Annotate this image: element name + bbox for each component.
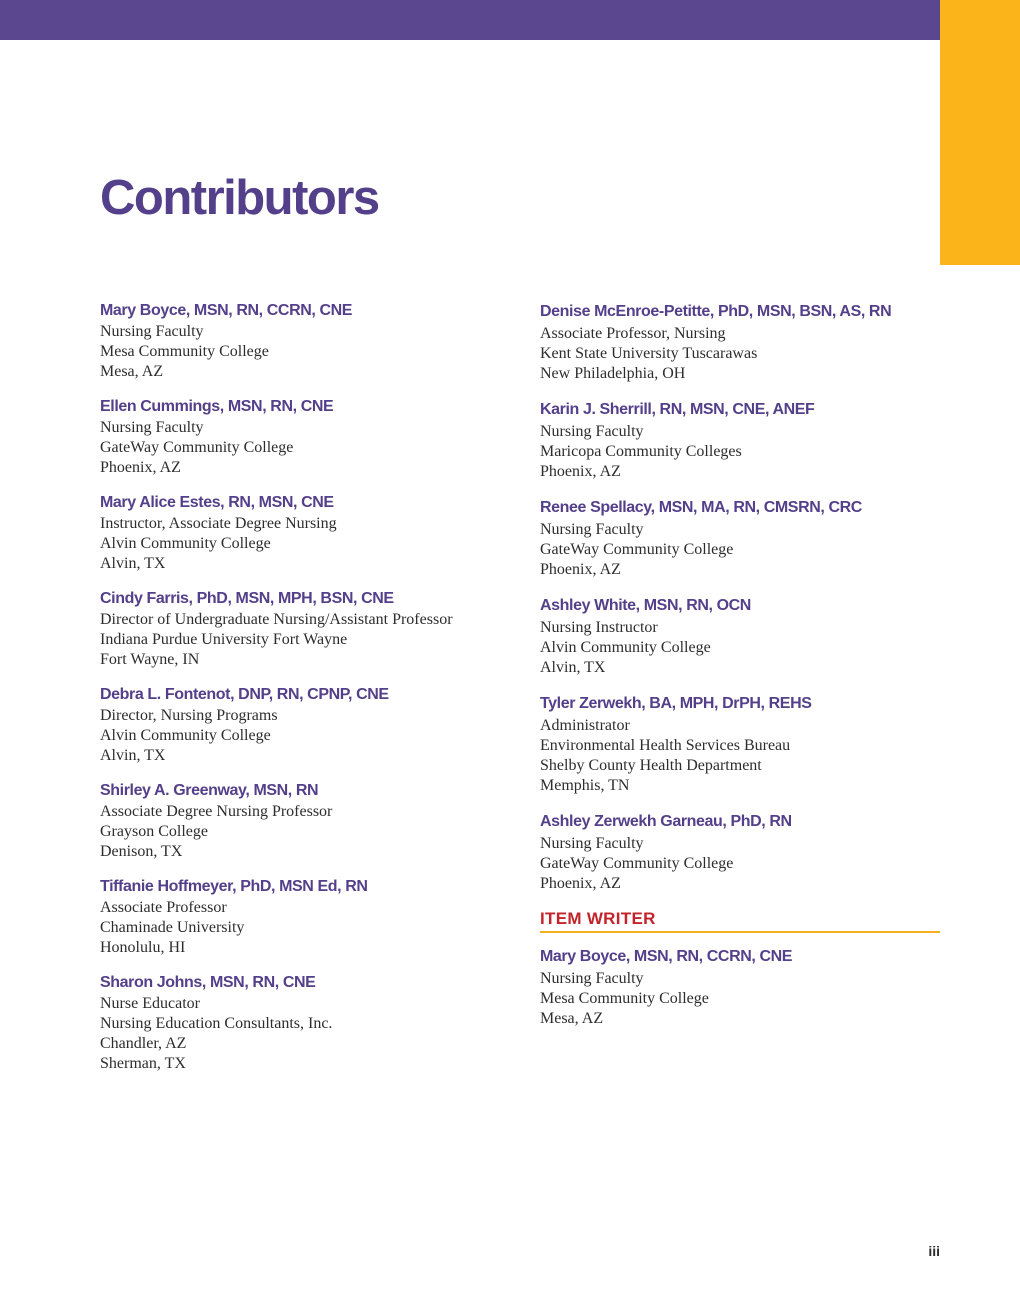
contributor-name: Ashley White, MSN, RN, OCN [540,597,751,614]
contributor-name: Mary Boyce, MSN, RN, CCRN, CNE [540,948,793,965]
contributor-entry [100,684,520,766]
contributor-entry [540,398,940,482]
contributor-entry [100,780,520,862]
contributor-detail-line: Alvin Community College [540,639,711,656]
contributor-detail-line: Administrator [540,717,630,734]
contributors-right-column [540,300,940,1043]
contributor-detail-line: Nurse Educator [100,995,200,1012]
page-title: Contributors [100,171,379,225]
contributor-detail-line: Memphis, TN [540,777,630,794]
contributor-detail-line: Shelby County Health Department [540,757,762,774]
contributor-detail-line: Kent State University Tuscarawas [540,345,758,362]
contributor-detail-line: Alvin Community College [100,535,271,552]
contributor-detail-line: Mesa Community College [100,343,269,360]
contributor-entry [100,876,520,958]
contributor-detail-line: Nursing Faculty [540,970,644,987]
contributor-detail-line: Phoenix, AZ [100,459,181,476]
contributor-name: Mary Alice Estes, RN, MSN, CNE [100,494,334,511]
contributor-detail-line: Nursing Faculty [540,835,644,852]
contributor-entry [540,692,940,796]
contributor-name: Debra L. Fontenot, DNP, RN, CPNP, CNE [100,686,389,703]
contributor-entry [100,492,520,574]
contributor-detail-line: Mesa, AZ [540,1010,604,1027]
contributor-detail-line: Director, Nursing Programs [100,707,278,724]
contributor-detail-line: Chandler, AZ [100,1035,187,1052]
contributor-detail-line: Mesa Community College [540,990,709,1007]
contributor-entry [540,300,940,384]
contributor-name: Tiffanie Hoffmeyer, PhD, MSN Ed, RN [100,878,368,895]
contributor-detail-line: Phoenix, AZ [540,463,621,480]
contributor-detail-line: Sherman, TX [100,1055,186,1072]
contributor-detail-line: GateWay Community College [540,541,734,558]
contributor-detail-line: Instructor, Associate Degree Nursing [100,515,337,532]
contributor-detail-line: Alvin, TX [100,747,166,764]
contributor-entry [540,594,940,678]
right-column-entries [540,300,940,894]
contributor-name: Tyler Zerwekh, BA, MPH, DrPH, REHS [540,695,812,712]
contributor-detail-line: Nursing Instructor [540,619,658,636]
contributor-detail-line: Associate Professor, Nursing [540,325,726,342]
contributor-name: Shirley A. Greenway, MSN, RN [100,782,319,799]
contributor-entry [540,945,940,1029]
contributor-detail-line: Environmental Health Services Bureau [540,737,791,754]
contributor-name: Karin J. Sherrill, RN, MSN, CNE, ANEF [540,401,815,418]
contributor-detail-line: Phoenix, AZ [540,875,621,892]
contributor-detail-line: Maricopa Community Colleges [540,443,742,460]
header-bar [0,0,940,40]
contributor-detail-line: Director of Undergraduate Nursing/Assistant Professor [100,611,453,628]
contributor-detail-line: Mesa, AZ [100,363,164,380]
contributor-entry [100,300,520,382]
contributor-entry [100,972,520,1074]
contributor-detail-line: New Philadelphia, OH [540,365,686,382]
contributor-detail-line: Fort Wayne, IN [100,651,200,668]
contributor-entry [100,396,520,478]
contributor-detail-line: Alvin, TX [540,659,606,676]
contributor-detail-line: Alvin, TX [100,555,166,572]
contributor-detail-line: Indiana Purdue University Fort Wayne [100,631,348,648]
contributors-left-column [100,300,520,1088]
contributor-detail-line: Alvin Community College [100,727,271,744]
contributor-name: Cindy Farris, PhD, MSN, MPH, BSN, CNE [100,590,394,607]
contributor-name: Mary Boyce, MSN, RN, CCRN, CNE [100,302,353,319]
item-writer-heading: ITEM WRITER [540,908,940,933]
item-writer-entries [540,945,940,1029]
contributor-detail-line: Denison, TX [100,843,183,860]
contributor-detail-line: GateWay Community College [540,855,734,872]
contributor-name: Sharon Johns, MSN, RN, CNE [100,974,316,991]
contributor-detail-line: GateWay Community College [100,439,294,456]
contributor-name: Denise McEnroe-Petitte, PhD, MSN, BSN, AS, RN [540,303,892,320]
contributor-name: Ellen Cummings, MSN, RN, CNE [100,398,334,415]
contributor-detail-line: Associate Professor [100,899,227,916]
contributor-detail-line: Nursing Education Consultants, Inc. [100,1015,333,1032]
contributor-entry [540,810,940,894]
contributor-name: Renee Spellacy, MSN, MA, RN, CMSRN, CRC [540,499,862,516]
contributor-detail-line: Nursing Faculty [100,323,204,340]
contributor-detail-line: Chaminade University [100,919,245,936]
contributor-detail-line: Nursing Faculty [540,521,644,538]
contributor-detail-line: Grayson College [100,823,208,840]
contributor-detail-line: Honolulu, HI [100,939,186,956]
corner-tab [940,0,1020,265]
contributor-detail-line: Nursing Faculty [100,419,204,436]
contributor-detail-line: Phoenix, AZ [540,561,621,578]
contributor-entry [540,496,940,580]
contributor-entry [100,588,520,670]
contributor-detail-line: Associate Degree Nursing Professor [100,803,333,820]
contributor-detail-line: Nursing Faculty [540,423,644,440]
contributor-name: Ashley Zerwekh Garneau, PhD, RN [540,813,792,830]
page-number: iii [928,1243,940,1259]
